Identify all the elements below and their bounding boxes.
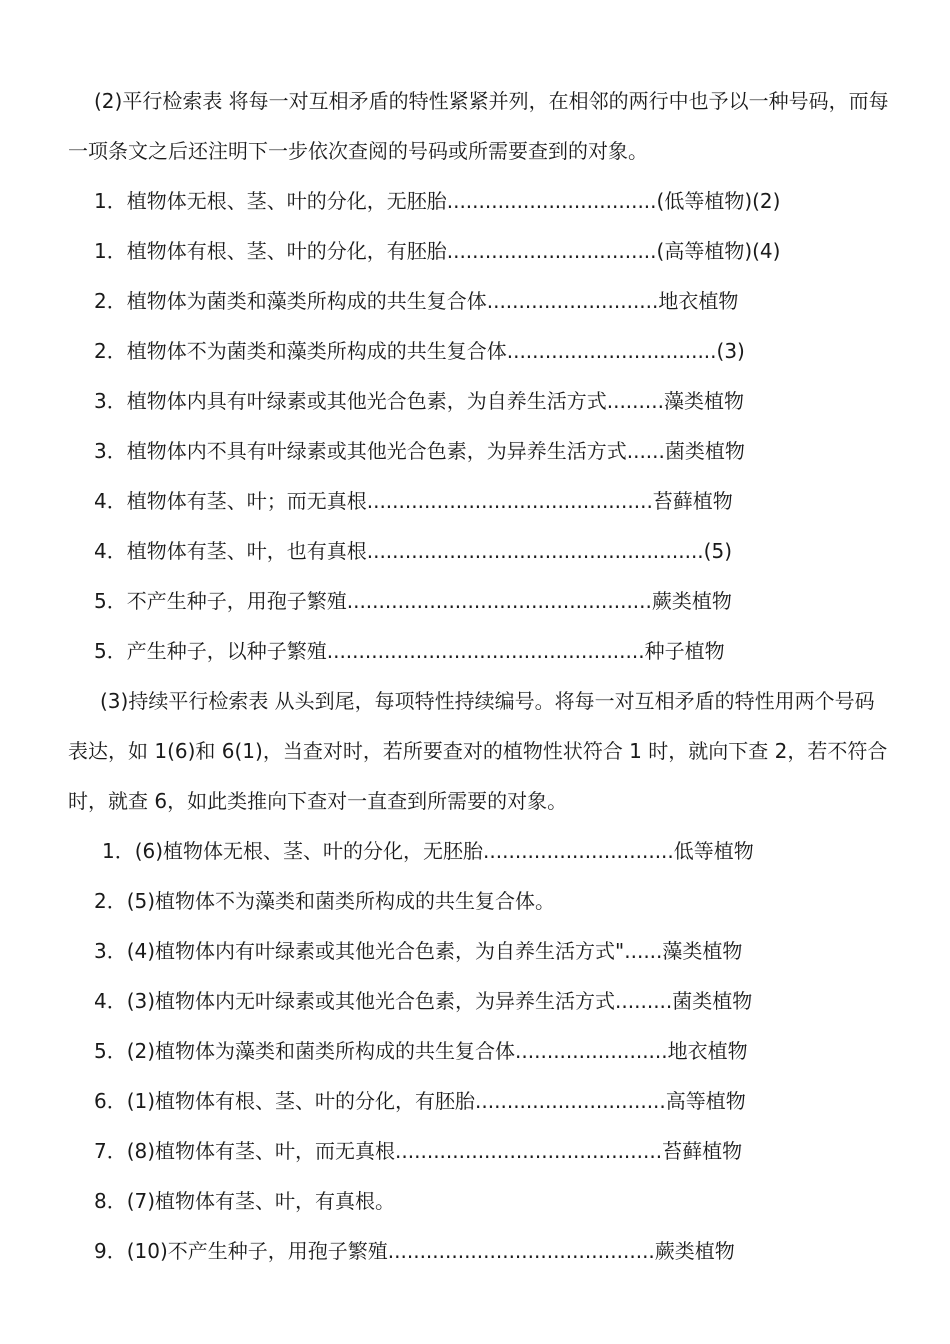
key-line: 2．植物体不为菌类和藻类所构成的共生复合体.................................(3) — [94, 339, 745, 363]
key-line: 4．植物体有茎、叶，也有真根.....................................................(5) — [94, 539, 732, 563]
key-line: 3．植物体内不具有叶绿素或其他光合色素，为异养生活方式......菌类植物 — [94, 439, 745, 463]
key-line: 3．(4)植物体内有叶绿素或其他光合色素，为自养生活方式"......藻类植物 — [94, 939, 743, 963]
key-line: 6．(1)植物体有根、茎、叶的分化，有胚胎..............................高等植物 — [94, 1089, 746, 1113]
key-line: 1．(6)植物体无根、茎、叶的分化，无胚胎..............................低等植物 — [102, 839, 754, 863]
key-line: 1．植物体无根、茎、叶的分化，无胚胎.................................(低等植物)(2) — [94, 189, 781, 213]
key-line: 5．产生种子，以种子繁殖..................................................种子植物 — [94, 639, 725, 663]
section3-intro: (3)持续平行检索表 从头到尾，每项特性持续编号。将每一对互相矛盾的特性用两个号码表达，如 1(6)和 6(1)，当查对时，若所要查对的植物性状符合 1 时，就向下查 2，若不符合时，就查 6，如此类推向下查对一直查到所需要的对象。 — [68, 689, 888, 813]
key-line: 2．植物体为菌类和藻类所构成的共生复合体...........................地衣植物 — [94, 289, 739, 313]
continuous-key-list — [68, 826, 890, 1276]
key-line: 4．植物体有茎、叶；而无真根.............................................苔藓植物 — [94, 489, 733, 513]
key-line: 9．(10)不产生种子，用孢子繁殖..........................................蕨类植物 — [94, 1239, 735, 1263]
key-line: 8．(7)植物体有茎、叶，有真根。 — [94, 1189, 396, 1213]
key-line: 4．(3)植物体内无叶绿素或其他光合色素，为异养生活方式.........菌类植物 — [94, 989, 753, 1013]
key-line: 7．(8)植物体有茎、叶，而无真根..........................................苔藓植物 — [94, 1139, 743, 1163]
section2-intro: (2)平行检索表 将每一对互相矛盾的特性紧紧并列，在相邻的两行中也予以一种号码，而每一项条文之后还注明下一步依次查阅的号码或所需要查到的对象。 — [68, 89, 889, 163]
parallel-key-list — [68, 176, 890, 676]
key-line: 1．植物体有根、茎、叶的分化，有胚胎.................................(高等植物)(4) — [94, 239, 781, 263]
key-line: 3．植物体内具有叶绿素或其他光合色素，为自养生活方式.........藻类植物 — [94, 389, 744, 413]
key-line: 2．(5)植物体不为藻类和菌类所构成的共生复合体。 — [94, 889, 556, 913]
key-line: 5．(2)植物体为藻类和菌类所构成的共生复合体........................地衣植物 — [94, 1039, 748, 1063]
key-line: 5．不产生种子，用孢子繁殖................................................蕨类植物 — [94, 589, 732, 613]
